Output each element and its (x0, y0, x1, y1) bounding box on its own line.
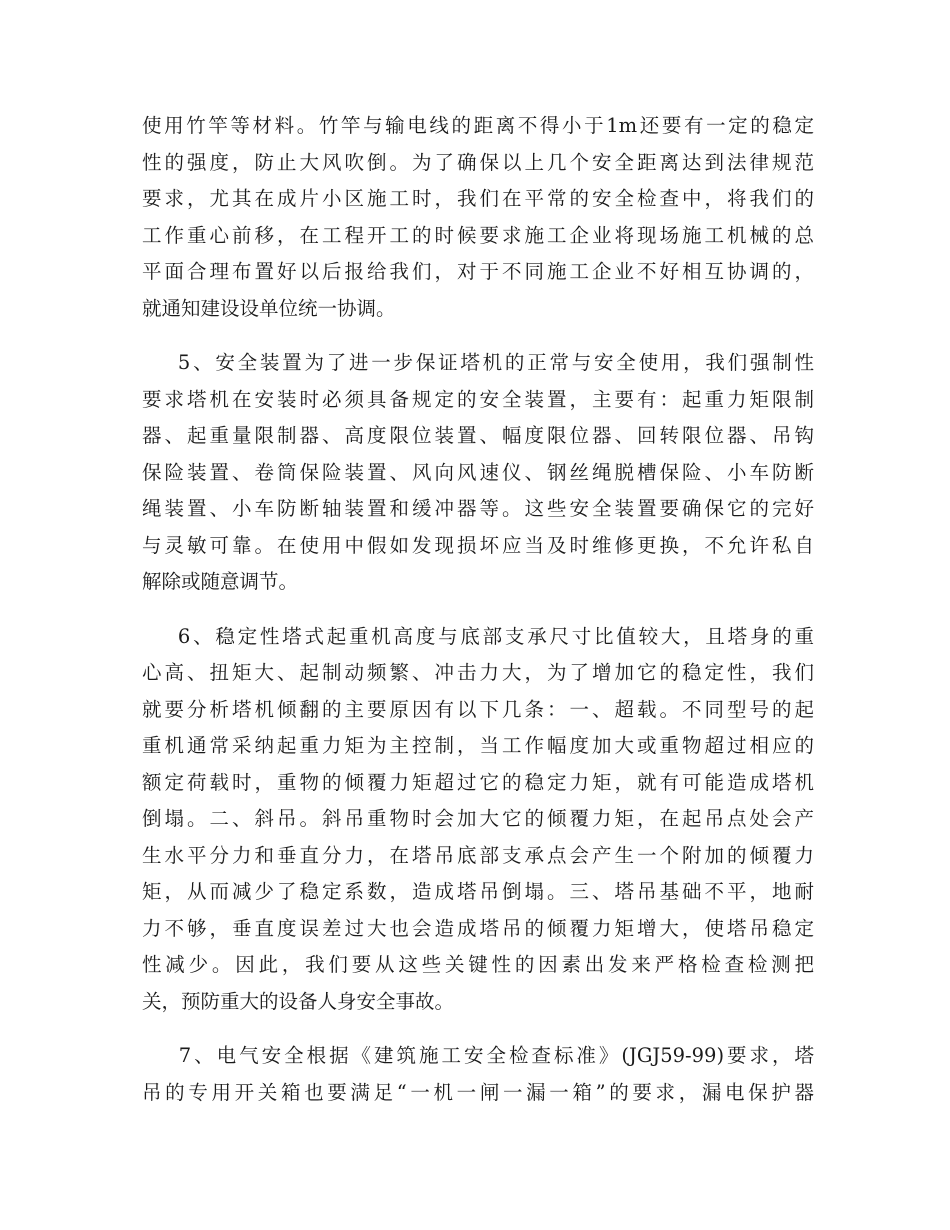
text-line: 平面合理布置好以后报给我们，对于不同施工企业不好相互协调的， (142, 260, 814, 283)
text-line: 矩，从而减少了稳定系数，造成塔吊倒塌。三、塔吊基础不平，地耐 (142, 880, 814, 903)
paragraph-spacer (142, 1020, 814, 1038)
text-line: 性减少。因此，我们要从这些关键性的因素出发来严格检查检测把 (142, 953, 814, 976)
text-line: 重机通常采纳起重力矩为主控制，当工作幅度加大或重物超过相应的 (142, 734, 814, 757)
text-line: 5、安全装置为了进一步保证塔机的正常与安全使用，我们强制性 (142, 351, 814, 374)
text-line: 保险装置、卷筒保险装置、风向风速仪、钢丝绳脱槽保险、小车防断 (142, 460, 814, 484)
text-line: 绳装置、小车防断轴装置和缓冲器等。这些安全装置要确保它的完好 (142, 497, 814, 520)
text-line: 与灵敏可靠。在使用中假如发现损坏应当及时维修更换，不允许私自 (142, 533, 814, 557)
paragraph-spacer (142, 327, 814, 345)
text-line: 就要分析塔机倾翻的主要原因有以下几条：一、超载。不同型号的起 (142, 697, 814, 721)
text-line: 吊的专用开关箱也要满足“一机一闸一漏一箱”的要求，漏电保护器 (142, 1080, 814, 1104)
paragraph-2 (142, 345, 814, 601)
text-line: 额定荷载时，重物的倾覆力矩超过它的稳定力矩，就有可能造成塔机 (142, 770, 814, 794)
text-line: 要求，尤其在成片小区施工时，我们在平常的安全检查中，将我们的 (142, 187, 814, 210)
text-line: 使用竹竿等材料。竹竿与输电线的距离不得小于1m还要有一定的稳定 (142, 114, 814, 137)
paragraph-3 (142, 619, 814, 1021)
text-line: 工作重心前移，在工程开工的时候要求施工企业将现场施工机械的总 (142, 223, 814, 247)
text-line: 器、起重量限制器、高度限位装置、幅度限位器、回转限位器、吊钩 (142, 424, 814, 447)
paragraph-1 (142, 108, 814, 327)
text-line: 要求塔机在安装时必须具备规定的安全装置，主要有：起重力矩限制 (142, 387, 814, 411)
text-line: 解除或随意调节。 (142, 570, 299, 593)
paragraph-4 (142, 1038, 814, 1111)
text-line: 就通知建设设单位统一协调。 (142, 296, 396, 320)
text-line: 性的强度，防止大风吹倒。为了确保以上几个安全距离达到法律规范 (142, 150, 814, 174)
paragraph-spacer (142, 601, 814, 619)
text-line: 关，预防重大的设备人身安全事故。 (142, 989, 455, 1013)
text-line: 7、电气安全根据《建筑施工安全检查标准》(JGJ59-99)要求，塔 (142, 1044, 814, 1067)
text-line: 生水平分力和垂直分力，在塔吊底部支承点会产生一个附加的倾覆力 (142, 843, 814, 867)
text-line: 力不够，垂直度误差过大也会造成塔吊的倾覆力矩增大，使塔吊稳定 (142, 916, 814, 940)
document-body (142, 108, 814, 1111)
text-line: 6、稳定性塔式起重机高度与底部支承尺寸比值较大，且塔身的重 (142, 624, 814, 648)
text-line: 倒塌。二、斜吊。斜吊重物时会加大它的倾覆力矩，在起吊点处会产 (142, 807, 814, 830)
text-line: 心高、扭矩大、起制动频繁、冲击力大，为了增加它的稳定性，我们 (142, 661, 814, 684)
